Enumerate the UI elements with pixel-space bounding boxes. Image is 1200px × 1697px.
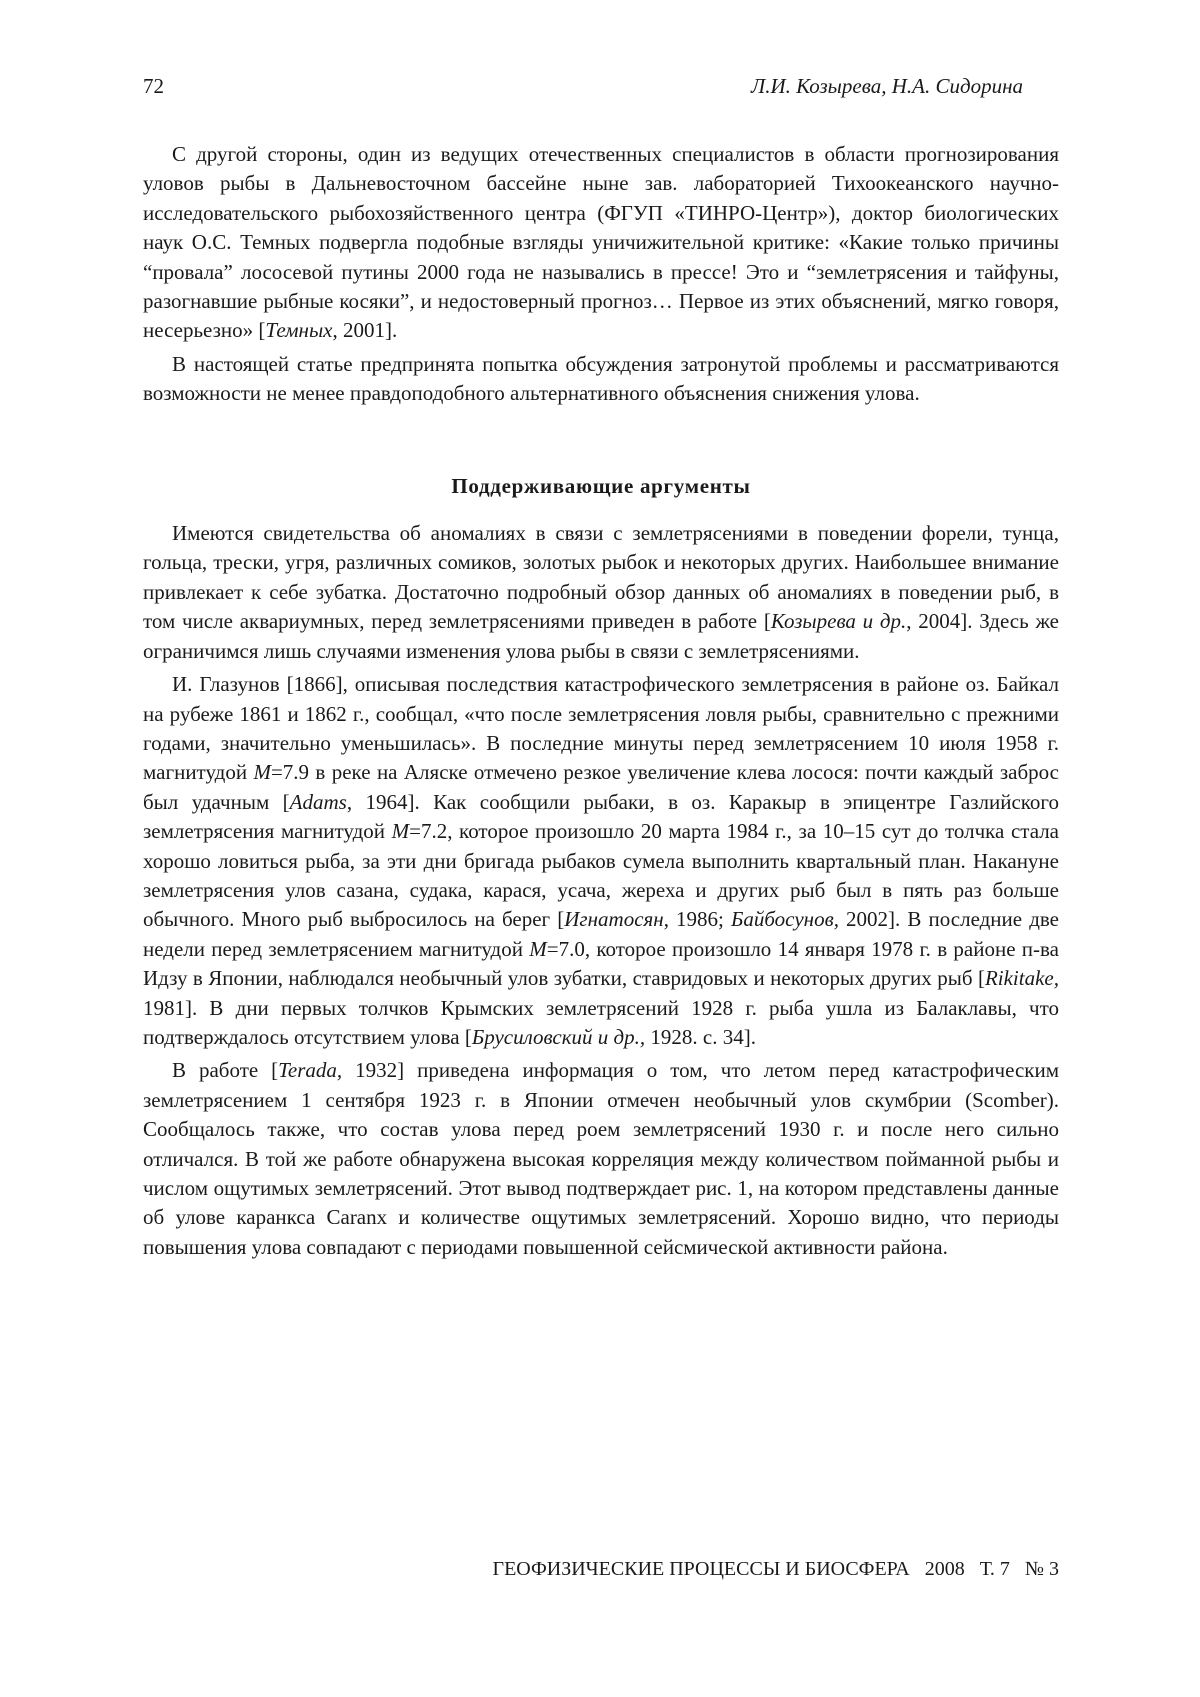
paragraph-intro-2: В настоящей статье предпринята попытка обсуждения затронутой проблемы и рассматриваются возможности не менее правдоподобного альтернативного объяснения снижения улова. — [143, 351, 1059, 406]
citation: Terada, — [278, 1058, 343, 1083]
paragraph-section-1: Имеются свидетельства об аномалиях в связи с землетрясениями в поведении форели, тунца, гольца, трески, угря, различных сомиков, золотых рыбок и некоторых других. Наибольшее внимание привлекает к себе зубатка. Достаточно подробный обзор данных об аномалиях в поведении рыб, в том числе аквариумных, перед землетрясениями приведен в работе [Козырева и др., 2004]. Здесь же ограничимся лишь случаями изменения улова рыбы в связи с землетрясениями. — [143, 521, 1059, 663]
magnitude-symbol: M — [391, 819, 410, 844]
citation: Байбосунов, — [731, 907, 839, 932]
magnitude-symbol: M — [529, 936, 547, 961]
citation: Adams — [289, 789, 347, 814]
citation: Игнатосян — [564, 907, 664, 932]
section-heading: Поддерживающие аргументы — [451, 473, 751, 498]
running-head-authors: Л.И. Козырева, Н.А. Сидорина — [750, 74, 1023, 98]
citation: Козырева и др. — [770, 609, 907, 634]
journal-issue: № 3 — [1024, 1558, 1059, 1580]
page-number: 72 — [143, 74, 164, 98]
citation: Rikitake, — [984, 966, 1059, 991]
paragraph-section-3: В работе [Terada, 1932] приведена информация о том, что летом перед катастрофическим землетрясением 1 сентября 1923 г. в Японии отмечен необычный улов скумбрии (Scomber). Сообщалось также, что состав улова перед роем землетрясений 1930 г. и после него сильно отличался. В той же работе обнаружена высокая корреляция между количеством пойманной рыбы и числом ощутимых землетрясений. Этот вывод подтверждает рис. 1, на котором представлены данные об улове каранкса Caranx и количестве ощутимых землетрясений. Хорошо видно, что периоды повышения улова совпадают с периодами повышенной сейсмической активности района. — [143, 1058, 1059, 1259]
magnitude-symbol: M — [253, 760, 271, 785]
citation: Брусиловский и др., — [471, 1024, 646, 1049]
article-body — [143, 140, 1059, 1266]
journal-year: 2008 — [924, 1558, 965, 1580]
journal-footer — [493, 1556, 1060, 1582]
paragraph-section-2: И. Глазунов [1866], описывая последствия катастрофического землетрясения в районе оз. Байкал на рубеже 1861 и 1862 г., сообщал, «что после землетрясения ловля рыбы, сравнительно с прежними годами, значительно уменьшилась». В последние минуты перед землетрясением 10 июля 1958 г. магнитудой M=7.9 в реке на Аляске отмечено резкое увеличение клева лосося: почти каждый заброс был удачным [Adams, 1964]. Как сообщили рыбаки, в оз. Каракыр в эпицентре Газлийского землетрясения магнитудой M=7.2, которое произошло 20 марта 1984 г., за 10–15 сут до толчка стала хорошо ловиться рыба, за эти дни бригада рыбаков сумела выполнить квартальный план. Накануне землетрясения улов сазана, судака, карася, усача, жереха и других рыб был в пять раз больше обычного. Много рыб выбросилось на берег [Игнатосян, 1986; Байбосунов, 2002]. В последние две недели перед землетрясением магнитудой M=7.0, которое произошло 14 января 1978 г. в районе п-ва Идзу в Японии, наблюдался необычный улов зубатки, ставридовых и некоторых других рыб [Rikitake, 1981]. В дни первых толчков Крымских землетрясений 1928 г. рыба ушла из Балаклавы, что подтверждалось отсутствием улова [Брусиловский и др., 1928. с. 34]. — [143, 672, 1060, 1049]
citation: Темных — [265, 318, 333, 343]
journal-volume: Т. 7 — [979, 1558, 1010, 1580]
paragraph-intro-1: С другой стороны, один из ведущих отечественных специалистов в области прогнозирования уловов рыбы в Дальневосточном бассейне ныне зав. лабораторией Тихоокеанского научно-исследовательского рыбохозяйственного центра (ФГУП «ТИНРО-Центр»), доктор биологических наук О.С. Темных подвергла подобные взгляды уничижительной критике: «Какие только причины “провала” лососевой путины 2000 года не назывались в прессе! Это и “землетрясения и тайфуны, разогнавшие рыбные косяки”, и недостоверный прогноз… Первое из этих объяснений, мягко говоря, несерьезно» [Темных, 2001]. — [143, 142, 1059, 343]
journal-title: ГЕОФИЗИЧЕСКИЕ ПРОЦЕССЫ И БИОСФЕРА — [492, 1558, 910, 1580]
